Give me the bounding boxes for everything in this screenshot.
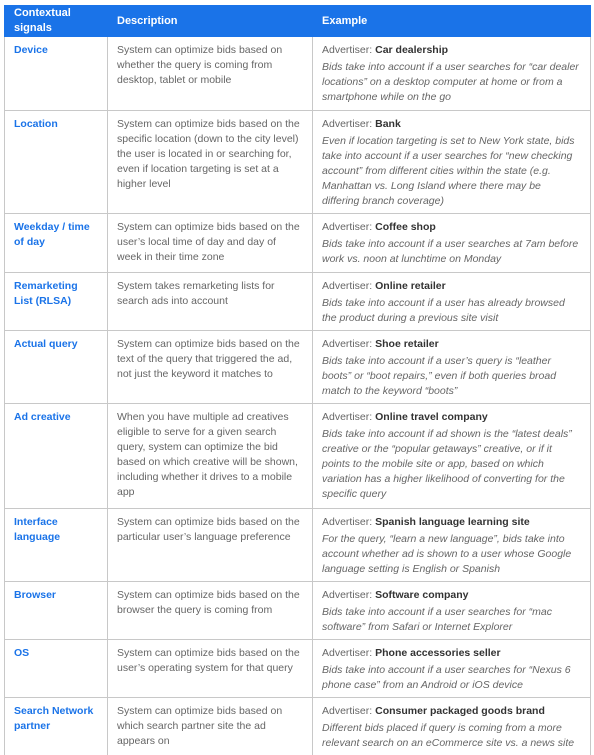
table-body [5, 37, 591, 755]
table-row [5, 640, 591, 698]
advertiser-label: Advertiser: [322, 118, 372, 130]
signal-example [313, 37, 591, 111]
advertiser-line [322, 704, 581, 719]
signal-name: Remarketing List (RLSA) [5, 273, 108, 331]
signal-description: System can optimize bids based on the user’s operating system for that query [108, 640, 313, 698]
advertiser-line [322, 337, 581, 352]
advertiser-name: Spanish language learning site [375, 516, 530, 528]
signal-name: Search Network partner [5, 698, 108, 755]
example-note: Bids take into account if a user’s query is “leather boots” or “boot repairs,” even if both queries broad match to the keyword “boots” [322, 354, 581, 399]
signal-name: Device [5, 37, 108, 111]
advertiser-name: Shoe retailer [375, 338, 439, 350]
example-note: Bids take into account if a user has already browsed the product during a previous site visit [322, 296, 581, 326]
signal-description: System can optimize bids based on whether the query is coming from desktop, tablet or mobile [108, 37, 313, 111]
advertiser-name: Car dealership [375, 44, 448, 56]
advertiser-label: Advertiser: [322, 280, 372, 292]
contextual-signals-table [4, 5, 591, 755]
signal-name: Weekday / time of day [5, 214, 108, 273]
advertiser-line [322, 43, 581, 58]
signal-name: Actual query [5, 331, 108, 404]
header-example: Example [313, 6, 591, 37]
table-row [5, 404, 591, 509]
advertiser-line [322, 279, 581, 294]
advertiser-line [322, 588, 581, 603]
signal-name: Interface language [5, 509, 108, 582]
advertiser-name: Coffee shop [375, 221, 436, 233]
example-note: For the query, “learn a new language”, bids take into account whether ad is shown to a user whose Google language setting is English or Spanish [322, 532, 581, 577]
signal-example [313, 214, 591, 273]
header-description: Description [108, 6, 313, 37]
signal-example [313, 404, 591, 509]
example-note: Bids take into account if a user searches for “mac software” from Safari or Internet Explorer [322, 605, 581, 635]
advertiser-name: Online retailer [375, 280, 446, 292]
signal-description: System can optimize bids based on the particular user’s language preference [108, 509, 313, 582]
header-contextual-signals: Contextual signals [5, 6, 108, 37]
table-row [5, 698, 591, 755]
signal-example [313, 582, 591, 640]
table-row [5, 273, 591, 331]
signal-description: System can optimize bids based on which search partner site the ad appears on [108, 698, 313, 755]
table-row [5, 582, 591, 640]
advertiser-line [322, 515, 581, 530]
advertiser-name: Phone accessories seller [375, 647, 501, 659]
signal-description: When you have multiple ad creatives eligible to serve for a given search query, system can optimize the bid based on which creative will be shown, including whether it drives to a mobile app [108, 404, 313, 509]
signal-example [313, 509, 591, 582]
signal-description: System can optimize bids based on the browser the query is coming from [108, 582, 313, 640]
advertiser-name: Online travel company [375, 411, 488, 423]
signal-example [313, 640, 591, 698]
signal-name: Browser [5, 582, 108, 640]
example-note: Bids take into account if ad shown is the “latest deals” creative or the “popular getaways” creative, or if it points to the mobile site or app, based on which variation has a higher likelihood of converting for the specific query [322, 427, 581, 502]
signal-description: System can optimize bids based on the user’s local time of day and day of week in their time zone [108, 214, 313, 273]
table-header-row [5, 6, 591, 37]
signal-example [313, 273, 591, 331]
example-note: Bids take into account if a user searches for “car dealer locations” on a desktop computer at home or from a smartphone while on the go [322, 60, 581, 105]
advertiser-name: Bank [375, 118, 401, 130]
signal-description: System can optimize bids based on the text of the query that triggered the ad, not just the keyword it matches to [108, 331, 313, 404]
table-row [5, 509, 591, 582]
advertiser-line [322, 410, 581, 425]
advertiser-label: Advertiser: [322, 221, 372, 233]
table-row [5, 214, 591, 273]
signal-name: OS [5, 640, 108, 698]
example-note: Different bids placed if query is coming from a more relevant search on an eCommerce site vs. a news site [322, 721, 581, 751]
advertiser-line [322, 117, 581, 132]
example-note: Bids take into account if a user searches for “Nexus 6 phone case” from an Android or iOS device [322, 663, 581, 693]
advertiser-name: Consumer packaged goods brand [375, 705, 545, 717]
advertiser-name: Software company [375, 589, 468, 601]
advertiser-label: Advertiser: [322, 44, 372, 56]
table-row [5, 111, 591, 214]
advertiser-label: Advertiser: [322, 647, 372, 659]
signal-example [313, 111, 591, 214]
signal-description: System can optimize bids based on the specific location (down to the city level) the user is located in or searching for, even if location targeting is set at a higher level [108, 111, 313, 214]
advertiser-label: Advertiser: [322, 338, 372, 350]
signal-name: Ad creative [5, 404, 108, 509]
table-row [5, 37, 591, 111]
advertiser-label: Advertiser: [322, 589, 372, 601]
advertiser-label: Advertiser: [322, 411, 372, 423]
example-note: Bids take into account if a user searches at 7am before work vs. noon at lunchtime on Monday [322, 237, 581, 267]
advertiser-line [322, 646, 581, 661]
signal-description: System takes remarketing lists for search ads into account [108, 273, 313, 331]
table-row [5, 331, 591, 404]
signal-example [313, 331, 591, 404]
advertiser-label: Advertiser: [322, 516, 372, 528]
signal-name: Location [5, 111, 108, 214]
signal-example [313, 698, 591, 755]
advertiser-line [322, 220, 581, 235]
example-note: Even if location targeting is set to New York state, bids take into account if a user searches for “new checking account” from different cities within the state (e.g. Manhattan vs. Long Island where there may be differing branch coverage) [322, 134, 581, 209]
advertiser-label: Advertiser: [322, 705, 372, 717]
